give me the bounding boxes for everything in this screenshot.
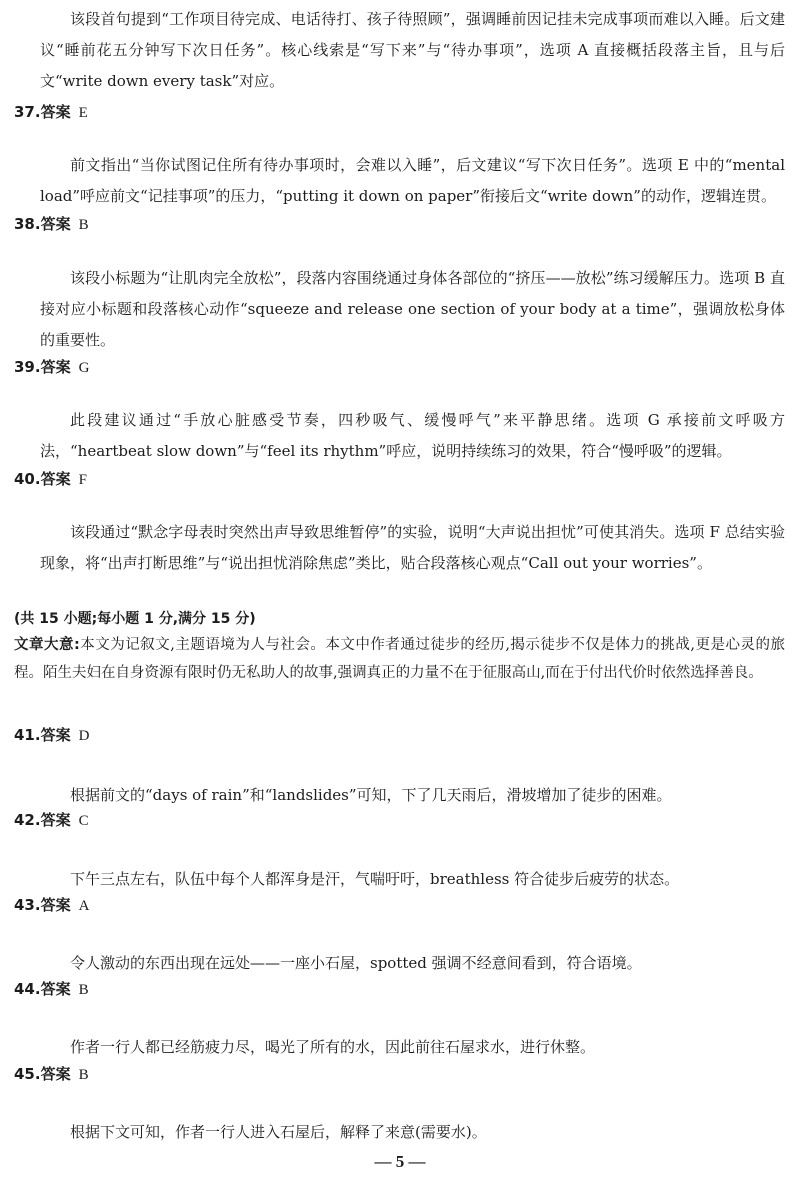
- answer-value: G: [78, 360, 90, 376]
- article-summary: [14, 631, 785, 687]
- question-number: 37.: [14, 103, 41, 121]
- answer-37: [14, 101, 88, 124]
- question-number: 39.: [14, 358, 41, 376]
- question-number: 43.: [14, 896, 41, 914]
- question-number: 42.: [14, 811, 41, 829]
- explanation-42: 下午三点左右，队伍中每个人都浑身是汗，气喘吁吁，breathless 符合徒步后疲劳的状态。: [70, 870, 680, 888]
- explanation-37: 前文指出“当你试图记住所有待办事项时，会难以入睡”，后文建议“写下次日任务”。选项 E 中的“mental load”呼应前文“记挂事项”的压力，“putting it down on paper”衔接后文“write down”的动作，逻辑连贯。: [40, 156, 785, 205]
- answer-value: B: [78, 217, 89, 233]
- answer-value: B: [78, 982, 89, 998]
- answer-38: [14, 213, 89, 236]
- answer-label: 答案: [40, 1065, 71, 1083]
- answer-43: [14, 894, 89, 917]
- answer-value: B: [78, 1067, 89, 1083]
- question-number: 40.: [14, 470, 41, 488]
- answer-42: [14, 809, 89, 832]
- answer-label: 答案: [40, 470, 71, 488]
- answer-label: 答案: [40, 896, 71, 914]
- explanation-41: 根据前文的“days of rain”和“landslides”可知，下了几天雨后，滑坡增加了徒步的困难。: [70, 786, 672, 804]
- explanation-36: 该段首句提到“工作项目待完成、电话待打、孩子待照顾”，强调睡前因记挂未完成事项而难以入睡。后文建议“睡前花五分钟写下次日任务”。核心线索是“写下来”与“待办事项”，选项 A 直接概括段落主旨，且与后文“write down every task”对应。: [40, 10, 785, 90]
- question-number: 44.: [14, 980, 41, 998]
- answer-40: [14, 468, 87, 491]
- page-number: — 5 —: [374, 1152, 426, 1171]
- answer-value: D: [78, 728, 90, 744]
- summary-text: 本文为记叙文,主题语境为人与社会。本文中作者通过徒步的经历,揭示徒步不仅是体力的挑战,更是心灵的旅程。陌生夫妇在自身资源有限时仍无私助人的故事,强调真正的力量不在于征服高山,而在于付出代价时依然选择善良。: [14, 637, 785, 681]
- explanation-40: 该段通过“默念字母表时突然出声导致思维暂停”的实验，说明“大声说出担忧”可使其消失。选项 F 总结实验现象，将“出声打断思维”与“说出担忧消除焦虑”类比，贴合段落核心观点“Call out your worries”。: [40, 523, 785, 572]
- answer-label: 答案: [40, 980, 71, 998]
- summary-label: 文章大意:: [14, 637, 80, 653]
- explanation-45: 根据下文可知，作者一行人进入石屋后，解释了来意(需要水)。: [70, 1123, 487, 1141]
- answer-label: 答案: [40, 726, 71, 744]
- answer-value: C: [78, 813, 89, 829]
- answer-39: [14, 356, 89, 379]
- answer-label: 答案: [40, 215, 71, 233]
- answer-label: 答案: [40, 358, 71, 376]
- answer-value: A: [78, 898, 90, 914]
- answer-45: [14, 1063, 89, 1086]
- explanation-44: 作者一行人都已经筋疲力尽，喝光了所有的水，因此前往石屋求水，进行休整。: [70, 1038, 596, 1056]
- question-number: 45.: [14, 1065, 41, 1083]
- question-number: 38.: [14, 215, 41, 233]
- answer-value: E: [78, 105, 88, 121]
- answer-41: [14, 724, 89, 747]
- section-heading: (共 15 小题;每小题 1 分,满分 15 分): [14, 611, 256, 627]
- answer-value: F: [78, 472, 87, 488]
- explanation-43: 令人激动的东西出现在远处——一座小石屋，spotted 强调不经意间看到，符合语境。: [70, 954, 642, 972]
- answer-label: 答案: [40, 811, 71, 829]
- answer-label: 答案: [40, 103, 71, 121]
- explanation-38: 该段小标题为“让肌肉完全放松”，段落内容围绕通过身体各部位的“挤压——放松”练习缓解压力。选项 B 直接对应小标题和段落核心动作“squeeze and release one section of your body at a time”，强调放松身体的重要性。: [40, 269, 785, 349]
- explanation-39: 此段建议通过“手放心脏感受节奏，四秒吸气、缓慢呼气”来平静思绪。选项 G 承接前文呼吸方法，“heartbeat slow down”与“feel its rhythm”呼应，说明持续练习的效果，符合“慢呼吸”的逻辑。: [40, 411, 785, 460]
- answer-44: [14, 978, 89, 1001]
- question-number: 41.: [14, 726, 41, 744]
